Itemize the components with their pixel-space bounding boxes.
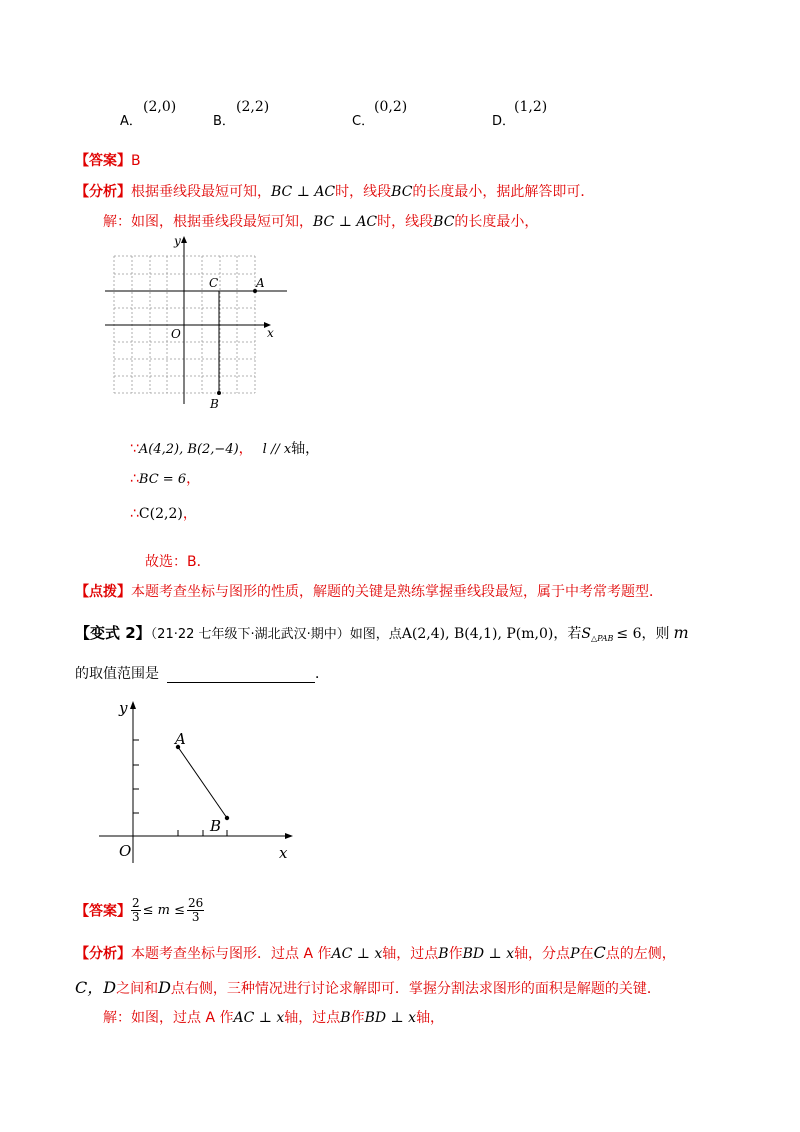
option-b xyxy=(213,110,235,129)
tip-tag: 【点拨】 xyxy=(75,584,131,600)
analysis-math: C xyxy=(593,943,606,962)
fraction-denominator: 3 xyxy=(191,910,200,924)
solution-math: BC xyxy=(433,214,455,230)
analysis-text: 在 xyxy=(579,946,594,962)
q2-area: S xyxy=(581,626,591,642)
q2-area-sub: △PAB xyxy=(590,634,614,643)
solution-text: 轴，过点 xyxy=(284,1010,341,1026)
because-symbol: ∵ xyxy=(130,441,139,457)
q2-solution xyxy=(103,1007,444,1027)
solution-text: 的长度最小， xyxy=(454,214,539,230)
fraction-denominator: 3 xyxy=(132,910,140,924)
because-math: A(4,2), B(2,−4) xyxy=(138,442,239,457)
point-b-label: B xyxy=(210,397,219,411)
solution-text: 时，线段 xyxy=(377,214,434,230)
point-a-label: A xyxy=(256,276,265,290)
q2-statement xyxy=(75,622,689,643)
option-d-label: D． xyxy=(492,114,516,129)
point-c-label: C xyxy=(209,276,219,290)
solution-math: AC ⊥ x xyxy=(233,1010,285,1026)
option-a xyxy=(120,110,142,129)
q2-source: （21·22 七年级下·湖北武汉·期中）如图，点 xyxy=(150,627,402,642)
q2-coordinate-figure xyxy=(95,695,310,870)
analysis-math: B xyxy=(438,946,449,962)
analysis-math: C，D xyxy=(75,978,117,997)
option-a-label: A． xyxy=(120,114,142,129)
answer-value: B xyxy=(131,153,141,169)
q2-m: m xyxy=(673,623,689,642)
analysis-text: 点的左侧， xyxy=(605,946,676,962)
answer-tag: 【答案】 xyxy=(75,903,131,920)
y-axis-label: y xyxy=(174,234,181,248)
option-b-value: (2,2) xyxy=(236,99,270,115)
analysis-math: D xyxy=(158,978,171,997)
analysis-text: 作 xyxy=(448,946,463,962)
x-axis-label: x xyxy=(279,844,288,862)
analysis-text: 本题考查坐标与图形．过点 A 作 xyxy=(131,946,332,962)
therefore-math: BC = 6 xyxy=(138,472,187,487)
analysis-text: 点右侧，三种情况进行讨论求解即可．掌握分割法求图形的面积是解题的关键． xyxy=(170,981,661,997)
q2-range-text: 的取值范围是 xyxy=(75,666,159,682)
analysis-tag: 【分析】 xyxy=(75,946,131,962)
therefore-line-2 xyxy=(130,503,197,523)
option-c xyxy=(352,110,374,129)
solution-text: 轴， xyxy=(416,1010,445,1026)
solution-text: 解：如图，根据垂线段最短可知， xyxy=(103,214,313,230)
answer-inequality: ≤ m ≤ xyxy=(142,903,186,918)
q2-line2-end: ． xyxy=(315,666,329,682)
option-c-value: (0,2) xyxy=(374,99,408,115)
q2-le: ≤ 6 xyxy=(616,626,642,642)
q2-points: A(2,4), B(4,1), P(m,0) xyxy=(401,626,554,642)
solution-text: 解：如图，过点 A 作 xyxy=(103,1010,234,1026)
analysis-text: 轴，过点 xyxy=(382,946,439,962)
analysis-tag: 【分析】 xyxy=(75,184,131,200)
option-d-value: (1,2) xyxy=(514,99,548,115)
therefore-symbol: ∴ xyxy=(130,471,139,487)
because-text: 轴， xyxy=(291,441,320,457)
tip-line xyxy=(75,581,663,601)
q2-tag: 【变式 2】 xyxy=(75,624,151,642)
therefore-math: C(2,2) xyxy=(138,506,183,522)
q2-analysis-line2 xyxy=(75,975,661,998)
because-line xyxy=(130,438,319,458)
analysis-text: 的长度最小，据此解答即可． xyxy=(412,184,595,200)
q2-analysis xyxy=(75,943,676,963)
therefore-text: ， xyxy=(182,506,197,522)
analysis-math: AC ⊥ x xyxy=(331,946,383,962)
analysis-math: BC ⊥ AC xyxy=(271,184,336,200)
option-c-label: C． xyxy=(352,114,375,129)
answer-tag: 【答案】 xyxy=(75,153,131,169)
point-a-label: A xyxy=(175,730,186,748)
therefore-symbol: ∴ xyxy=(130,506,139,522)
q1-coordinate-figure xyxy=(95,228,295,413)
option-a-value: (2,0) xyxy=(143,99,177,115)
answer-blank xyxy=(167,668,315,683)
analysis-text: 时，线段 xyxy=(335,184,392,200)
choice-line: 故选：B． xyxy=(145,554,211,570)
x-axis-label: x xyxy=(267,326,274,340)
analysis-math: BC xyxy=(391,184,413,200)
option-d xyxy=(492,110,515,129)
point-b-label: B xyxy=(210,817,222,835)
analysis-text: 轴，分点 xyxy=(514,946,571,962)
q2-then: ，则 xyxy=(641,626,670,642)
solution-math: BD ⊥ x xyxy=(364,1010,417,1026)
analysis-text: 根据垂线段最短可知， xyxy=(131,184,271,200)
origin-label: O xyxy=(119,842,132,860)
therefore-line-1 xyxy=(130,468,200,488)
answer-left-fraction xyxy=(131,897,141,924)
origin-label: O xyxy=(171,327,181,341)
tip-text: 本题考查坐标与图形的性质，解题的关键是熟练掌握垂线段最短，属于中考常考题型． xyxy=(131,584,663,600)
analysis-text: 之间和 xyxy=(116,981,159,997)
solution-math: B xyxy=(340,1010,351,1026)
therefore-text: ， xyxy=(186,471,201,487)
answer-right-fraction xyxy=(187,897,204,924)
because-math: l // x xyxy=(262,442,292,457)
fraction-numerator: 26 xyxy=(188,896,204,910)
option-b-label: B． xyxy=(213,114,235,129)
q1-analysis xyxy=(75,181,594,201)
analysis-math: P xyxy=(570,946,580,962)
fraction-numerator: 2 xyxy=(132,896,140,910)
solution-text: 作 xyxy=(350,1010,365,1026)
q2-line2 xyxy=(75,663,329,683)
q1-answer xyxy=(75,150,141,170)
y-axis-label: y xyxy=(119,699,128,717)
solution-math: BC ⊥ AC xyxy=(313,214,378,230)
because-text: ， xyxy=(238,441,253,457)
q2-answer xyxy=(75,897,204,924)
analysis-math: BD ⊥ x xyxy=(462,946,515,962)
q2-if: ，若 xyxy=(553,626,582,642)
